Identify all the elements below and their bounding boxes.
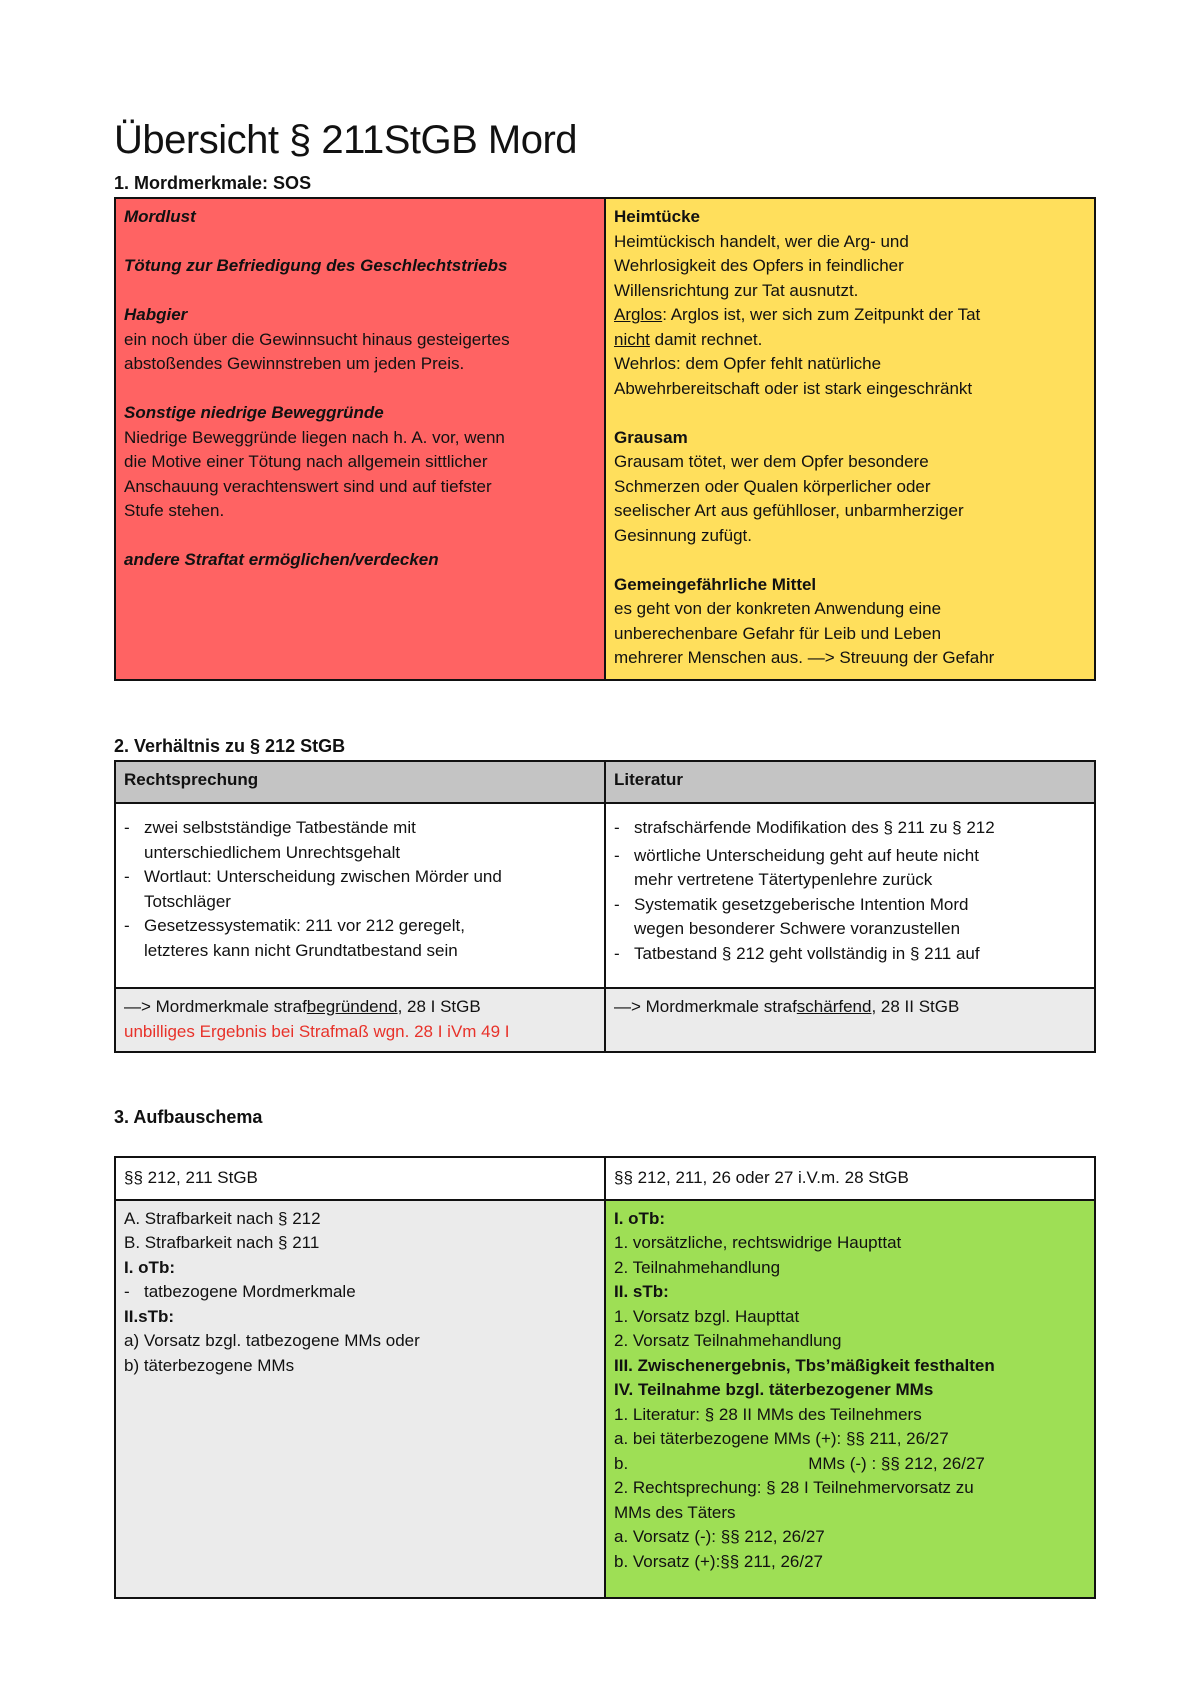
page-title: Übersicht § 211StGB Mord	[114, 118, 578, 162]
literatur-header: Literatur	[605, 761, 1095, 803]
list-item: - strafschärfende Modifikation des § 211 zu § 212	[614, 818, 995, 837]
schema-line: a. bei täterbezogene MMs (+): §§ 211, 26/27	[614, 1429, 949, 1448]
literatur-result	[605, 988, 1095, 1052]
schema-line: a. Vorsatz (-): §§ 212, 26/27	[614, 1527, 825, 1546]
unbilliges-ergebnis-note: unbilliges Ergebnis bei Strafmaß wgn. 28 I iVm 49 I	[124, 1021, 510, 1041]
heimtuecke-text-1: Heimtückisch handelt, wer die Arg- und	[614, 231, 909, 251]
gemeingefaehrlich-text-3: mehrerer Menschen aus. —> Streuung der Gefahr	[614, 648, 995, 667]
schema-line: IV. Teilnahme bzgl. täterbezogener MMs	[614, 1380, 934, 1399]
list-item: - Gesetzessystematik: 211 vor 212 geregelt, letzteres kann nicht Grundtatbestand sein	[124, 916, 465, 960]
schema-line: - tatbezogene Mordmerkmale	[124, 1282, 356, 1301]
schema-line: a) Vorsatz bzgl. tatbezogene MMs oder	[124, 1331, 420, 1350]
arglos-line	[614, 303, 1086, 328]
schema-line: I. oTb:	[124, 1257, 175, 1277]
habgier-label: Habgier	[124, 305, 188, 324]
sonstige-text-1: Niedrige Beweggründe liegen nach h. A. vor, wenn	[124, 427, 505, 447]
list-item: - Systematik gesetzgeberische Intention Mord wegen besonderer Schwere voranzustellen	[614, 894, 969, 938]
grausam-label: Grausam	[614, 427, 688, 447]
schema-line: 2. Rechtsprechung: § 28 I Teilnehmervorsatz zu	[614, 1478, 974, 1497]
schema-line: 1. Vorsatz bzgl. Haupttat	[614, 1306, 800, 1326]
habgier-text-2: abstoßendes Gewinnstreben um jeden Preis.	[124, 354, 465, 373]
schema-line: I. oTb:	[614, 1208, 665, 1228]
wehrlos-text-2: Abwehrbereitschaft oder ist stark eingeschränkt	[614, 378, 973, 398]
grausam-text-4: Gesinnung zufügt.	[614, 525, 752, 545]
rechtsprechung-arguments	[115, 803, 605, 988]
schema-left-header: §§ 212, 211 StGB	[115, 1157, 605, 1200]
nicht-rest: damit rechnet.	[649, 329, 763, 349]
list-item: - wörtliche Unterscheidung geht auf heute nicht mehr vertretene Tätertypenlehre zurück	[614, 845, 979, 889]
list-item: - Wortlaut: Unterscheidung zwischen Mörder und Totschläger	[124, 867, 502, 911]
section2-heading: 2. Verhältnis zu § 212 StGB	[114, 736, 346, 756]
heimtuecke-text-3: Willensrichtung zur Tat ausnutzt.	[614, 280, 859, 300]
schema-line: 2. Vorsatz Teilnahmehandlung	[614, 1331, 842, 1350]
section3-heading: 3. Aufbauschema	[114, 1107, 263, 1127]
arglos-definition: : Arglos ist, wer sich zum Zeitpunkt der Tat	[662, 305, 981, 324]
list-item: - zwei selbstständige Tatbestände mit unterschiedlichem Unrechtsgehalt	[124, 818, 416, 862]
sonstige-text-3: Anschauung verachtenswert sind und auf tiefster	[124, 476, 492, 496]
schema-line: MMs des Täters	[614, 1502, 736, 1522]
schema-line: II.sTb:	[124, 1306, 175, 1326]
literatur-arguments	[605, 803, 1095, 988]
schema-line: A. Strafbarkeit nach § 212	[124, 1208, 321, 1228]
nicht-term: nicht	[614, 329, 650, 349]
schaerfend-term: schärfend	[796, 997, 872, 1016]
schema-line: II. sTb:	[614, 1282, 669, 1301]
schema-line: b. Vorsatz (+):§§ 211, 26/27	[614, 1551, 824, 1571]
grausam-text-2: Schmerzen oder Qualen körperlicher oder	[614, 476, 931, 496]
sonstige-label: Sonstige niedrige Beweggründe	[124, 403, 384, 422]
wehrlos-text-1: Wehrlos: dem Opfer fehlt natürliche	[614, 354, 882, 373]
schema-line: b. MMs (-) : §§ 212, 26/27	[614, 1453, 985, 1473]
geschlechtstrieb-label: Tötung zur Befriedigung des Geschlechtstriebs	[124, 256, 508, 275]
gemeingefaehrlich-text-1: es geht von der konkreten Anwendung eine	[614, 599, 942, 618]
taeterbezogene-cell	[115, 198, 605, 680]
sonstige-text-2: die Motive einer Tötung nach allgemein sittlicher	[124, 452, 488, 471]
schema-line: b) täterbezogene MMs	[124, 1355, 295, 1375]
begruendend-term: begründend	[306, 997, 398, 1016]
grausam-text-1: Grausam tötet, wer dem Opfer besondere	[614, 452, 929, 471]
schema-line: 2. Teilnahmehandlung	[614, 1257, 781, 1277]
schema-line: 1. Literatur: § 28 II MMs des Teilnehmers	[614, 1404, 922, 1424]
schema-line: 1. vorsätzliche, rechtswidrige Haupttat	[614, 1233, 902, 1252]
heimtuecke-label: Heimtücke	[614, 207, 700, 226]
rechtsprechung-result-line: —> Mordmerkmale strafbegründend, 28 I StGB	[124, 997, 481, 1016]
grausam-text-3: seelischer Art aus gefühlloser, unbarmherziger	[614, 501, 964, 520]
schema-right-header: §§ 212, 211, 26 oder 27 i.V.m. 28 StGB	[605, 1157, 1095, 1200]
arglos-term: Arglos	[614, 305, 663, 324]
sonstige-text-4: Stufe stehen.	[124, 501, 225, 520]
list-item: - Tatbestand § 212 geht vollständig in § 211 auf	[614, 943, 980, 963]
taeter-schema	[115, 1200, 605, 1598]
mordlust-label: Mordlust	[124, 207, 196, 226]
gemeingefaehrlich-text-2: unberechenbare Gefahr für Leib und Leben	[614, 623, 942, 643]
section1-heading: 1. Mordmerkmale: SOS	[114, 173, 312, 193]
schema-line: III. Zwischenergebnis, Tbs’mäßigkeit festhalten	[614, 1355, 995, 1375]
aufbauschema-table	[114, 1156, 1096, 1599]
gemeingefaehrlich-label: Gemeingefährliche Mittel	[614, 574, 817, 594]
tatbezogene-cell	[605, 198, 1095, 680]
verhaeltnis-table	[114, 760, 1096, 1053]
teilnehmer-schema	[605, 1200, 1095, 1598]
literatur-result-line: —> Mordmerkmale strafschärfend, 28 II StGB	[614, 997, 960, 1016]
schema-line: B. Strafbarkeit nach § 211	[124, 1233, 320, 1252]
nicht-line	[614, 328, 1086, 353]
mordmerkmale-table	[114, 197, 1096, 681]
heimtuecke-text-2: Wehrlosigkeit des Opfers in feindlicher	[614, 256, 904, 275]
andere-straftat-label: andere Straftat ermöglichen/verdecken	[124, 550, 439, 569]
rechtsprechung-result	[115, 988, 605, 1052]
rechtsprechung-header: Rechtsprechung	[115, 761, 605, 803]
habgier-text-1: ein noch über die Gewinnsucht hinaus gesteigertes	[124, 329, 510, 349]
